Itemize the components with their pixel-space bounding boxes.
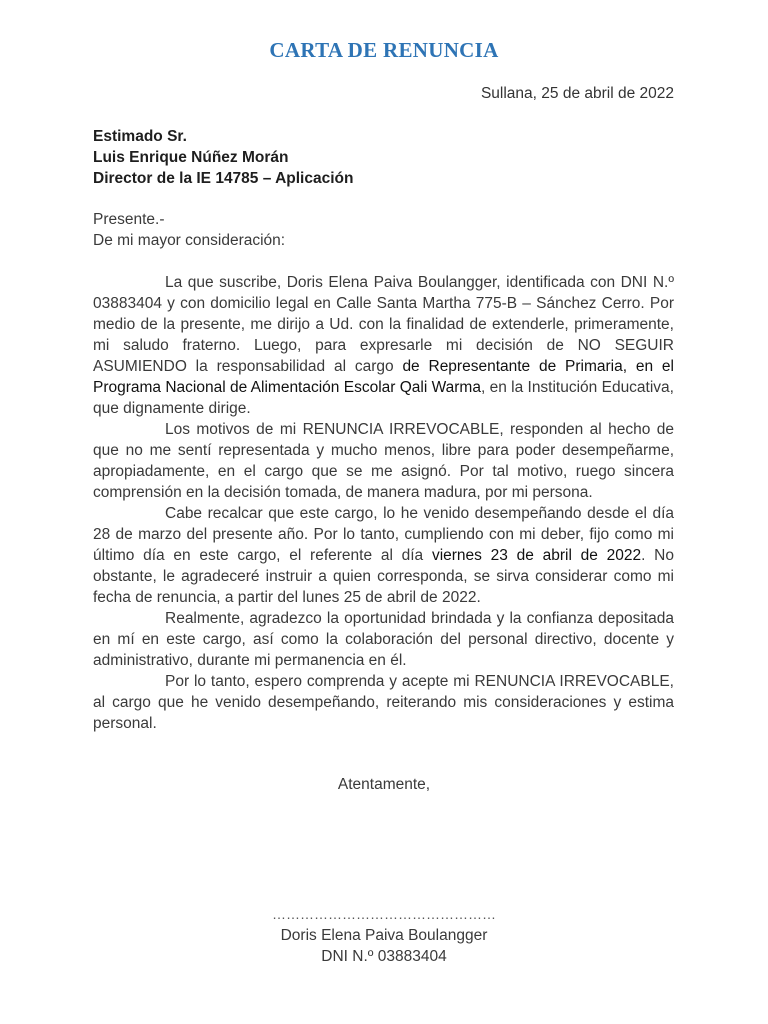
signature-block: [0, 904, 768, 967]
greeting-presente: Presente.-: [93, 211, 165, 228]
paragraph-3-text-a: Cabe recalcar que este cargo, lo he venido desempeñando desde el día 28 de marzo del presente año. Por lo tanto, cumpliendo con mi deber, fijo como mi último día en este cargo, el referente al día: [93, 505, 674, 564]
greeting-block: [93, 209, 285, 251]
recipient-salutation: Estimado Sr.: [93, 128, 187, 145]
paragraph-4: Realmente, agradezco la oportunidad brindada y la confianza depositada en mí en este cargo, así como la colaboración del personal directivo, docente y administrativo, durante mi permanencia en él.: [93, 610, 674, 669]
paragraph-3-text-c: . No obstante, le agradeceré instruir a quien corresponda, se sirva considerar como mi fecha de renuncia, a partir del lunes 25 de abril de 2022.: [93, 547, 674, 606]
paragraph-1-text-c: , en la Institución Educativa, que dignamente dirige.: [93, 379, 674, 417]
recipient-block: [93, 126, 353, 189]
greeting-consideration: De mi mayor consideración:: [93, 232, 286, 249]
paragraph-3: [93, 503, 674, 608]
paragraph-1-text-a: La que suscribe, Doris Elena Paiva Boulangger, identificada con DNI N.º 03883404 y con domicilio legal en Calle Santa Martha 775-B – Sánchez Cerro. Por medio de la presente, me dirijo a Ud. con la finalidad de extenderle, primeramente, mi saludo fraterno. Luego, para expresarle mi decisión de NO SEGUIR ASUMIENDO la responsabilidad al cargo: [93, 274, 674, 375]
letter-title: CARTA DE RENUNCIA: [269, 38, 499, 62]
paragraph-3-highlight: viernes 23 de abril de 2022: [431, 547, 642, 564]
place-date: Sullana, 25 de abril de 2022: [480, 85, 674, 102]
recipient-name: Luis Enrique Núñez Morán: [93, 149, 289, 166]
signer-dni: DNI N.º 03883404: [321, 948, 447, 965]
recipient-position: Director de la IE 14785 – Aplicación: [93, 170, 354, 187]
closing: Atentamente,: [337, 776, 431, 793]
letter-body: [93, 272, 674, 734]
signature-line: …………………………………………: [272, 906, 496, 922]
paragraph-1-highlight: de Representante de Primaria, en el Programa Nacional de Alimentación Escolar Qali Warma: [93, 358, 674, 396]
signer-name: Doris Elena Paiva Boulangger: [280, 927, 488, 944]
paragraph-5: Por lo tanto, espero comprenda y acepte mi RENUNCIA IRREVOCABLE, al cargo que he venido desempeñando, reiterando mis consideraciones y estima personal.: [93, 673, 674, 732]
paragraph-2: Los motivos de mi RENUNCIA IRREVOCABLE, responden al hecho de que no me sentí representada y mucho menos, libre para poder desempeñarme, apropiadamente, en el cargo que se me asignó. Por tal motivo, ruego sincera comprensión en la decisión tomada, de manera madura, por mi persona.: [93, 421, 674, 501]
paragraph-1: [93, 272, 674, 419]
